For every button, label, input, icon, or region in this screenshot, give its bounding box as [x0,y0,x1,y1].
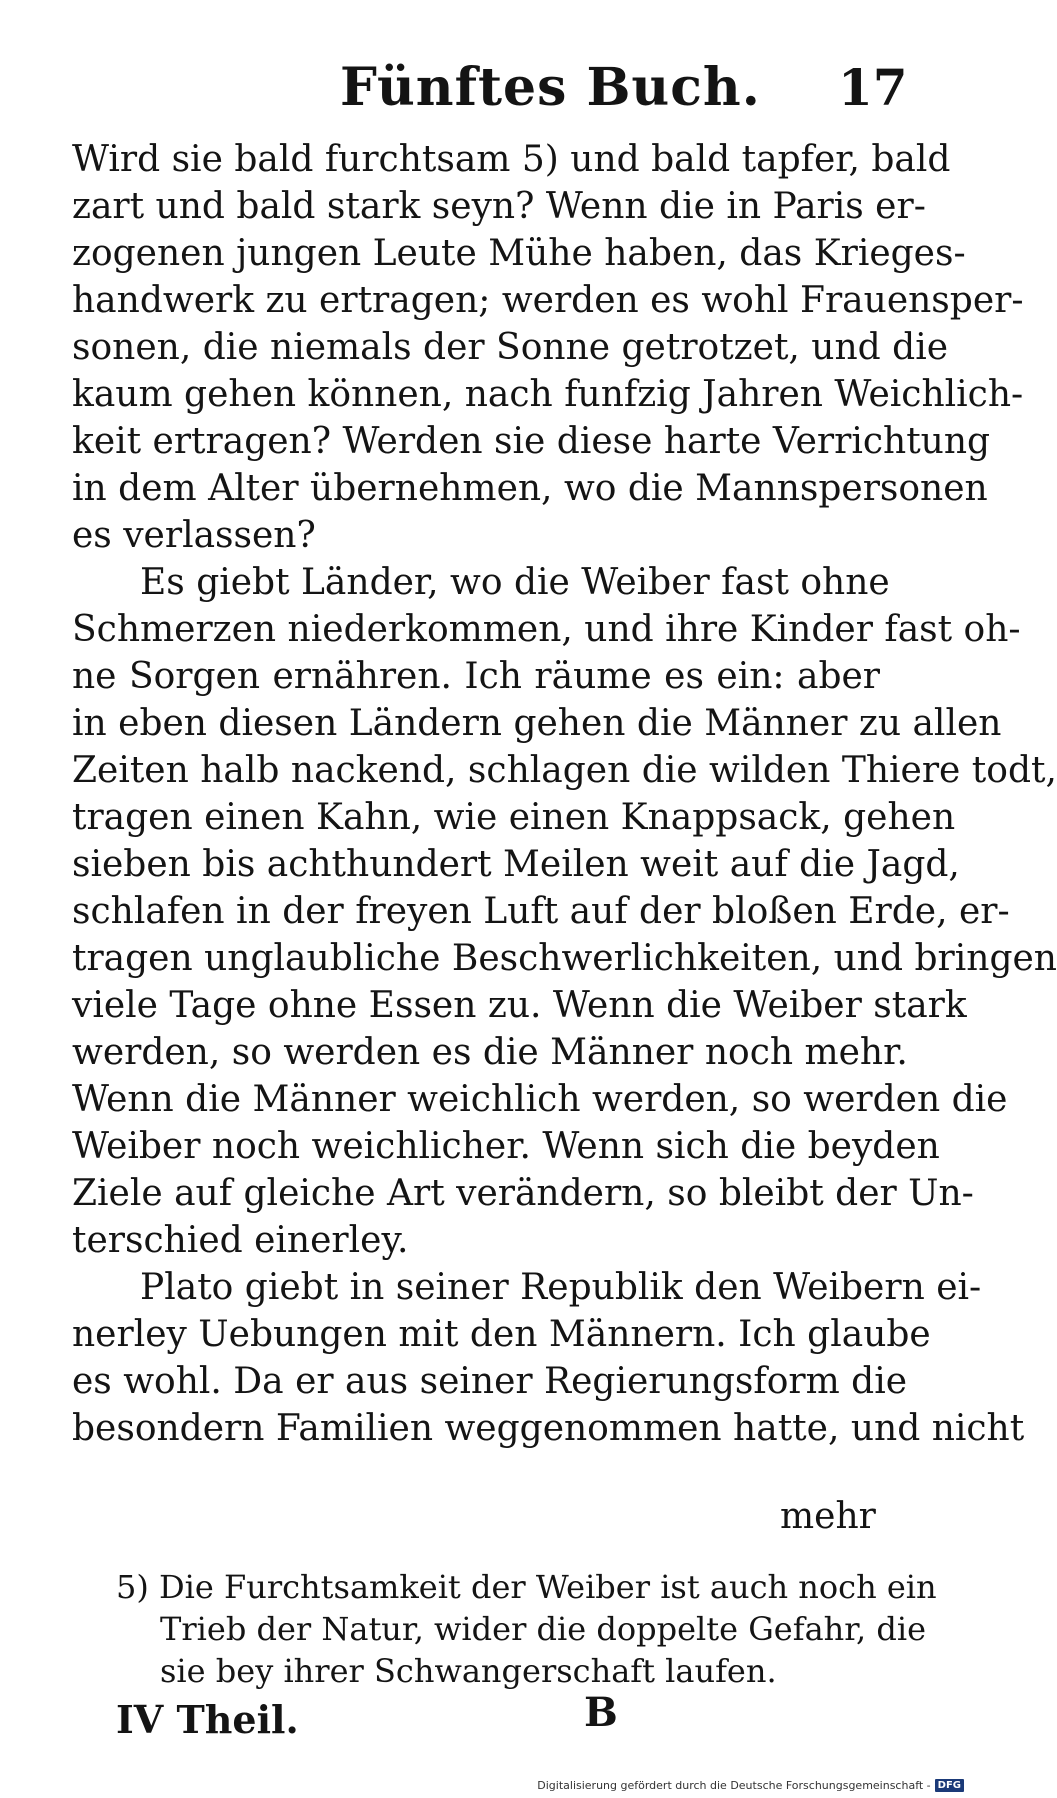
footnote-line: sie bey ihrer Schwangerschaft laufen. [160,1652,777,1690]
text-line: zogenen jungen Leute Mühe haben, das Krieges- [72,233,966,274]
catchword: mehr [780,1496,876,1537]
body-text [72,136,1057,1452]
text-line: Wird sie bald furchtsam 5) und bald tapfer, bald [72,139,951,180]
text-line: werden, so werden es die Männer noch mehr. [72,1032,908,1073]
text-line: handwerk zu ertragen; werden es wohl Frauensper- [72,280,1024,321]
text-line: Weiber noch weichlicher. Wenn sich die beyden [72,1126,940,1167]
dfg-logo-icon: DFG [935,1779,964,1792]
footnote-line: 5) Die Furchtsamkeit der Weiber ist auch noch ein [116,1568,937,1606]
text-line: Schmerzen niederkommen, und ihre Kinder fast oh- [72,609,1021,650]
text-line: kaum gehen können, nach funfzig Jahren Weichlich- [72,374,1024,415]
page-number: 17 [838,58,908,117]
text-line: tragen unglaubliche Beschwerlichkeiten, und bringen [72,938,1057,979]
text-line: sonen, die niemals der Sonne getrotzet, und die [72,327,949,368]
digitization-credit [537,1779,964,1792]
footnote [116,1566,937,1692]
text-line: sieben bis achthundert Meilen weit auf die Jagd, [72,844,960,885]
paragraph-start-line: Plato giebt in seiner Republik den Weibern ei- [140,1267,982,1308]
text-line: terschied einerley. [72,1220,409,1261]
text-line: keit ertragen? Werden sie diese harte Verrichtung [72,421,991,462]
text-line: Wenn die Männer weichlich werden, so werden die [72,1079,1008,1120]
text-line: Ziele auf gleiche Art verändern, so bleibt der Un- [72,1173,974,1214]
text-line: es verlassen? [72,515,316,556]
text-line: nerley Uebungen mit den Männern. Ich glaube [72,1314,931,1355]
text-line: viele Tage ohne Essen zu. Wenn die Weiber stark [72,985,967,1026]
text-line: in eben diesen Ländern gehen die Männer zu allen [72,703,1002,744]
text-line: Zeiten halb nackend, schlagen die wilden Thiere todt, [72,750,1057,791]
text-line: zart und bald stark seyn? Wenn die in Paris er- [72,186,926,227]
page-header [0,48,1000,128]
footnote-line: Trieb der Natur, wider die doppelte Gefahr, die [160,1610,927,1648]
text-line: ne Sorgen ernähren. Ich räume es ein: aber [72,656,880,697]
paragraph-start-line: Es giebt Länder, wo die Weiber fast ohne [140,562,890,603]
running-head: Fünftes Buch. [340,57,761,118]
volume-signature: IV Theil. [116,1697,299,1742]
text-line: tragen einen Kahn, wie einen Knappsack, gehen [72,797,956,838]
text-line: in dem Alter übernehmen, wo die Mannspersonen [72,468,988,509]
credit-text: Digitalisierung gefördert durch die Deutsche Forschungsgemeinschaft - [537,1779,931,1792]
text-line: es wohl. Da er aus seiner Regierungsform die [72,1361,908,1402]
text-line: besondern Familien weggenommen hatte, und nicht [72,1408,1025,1449]
text-line: schlafen in der freyen Luft auf der bloßen Erde, er- [72,891,1010,932]
signature-mark: B [584,1689,618,1736]
